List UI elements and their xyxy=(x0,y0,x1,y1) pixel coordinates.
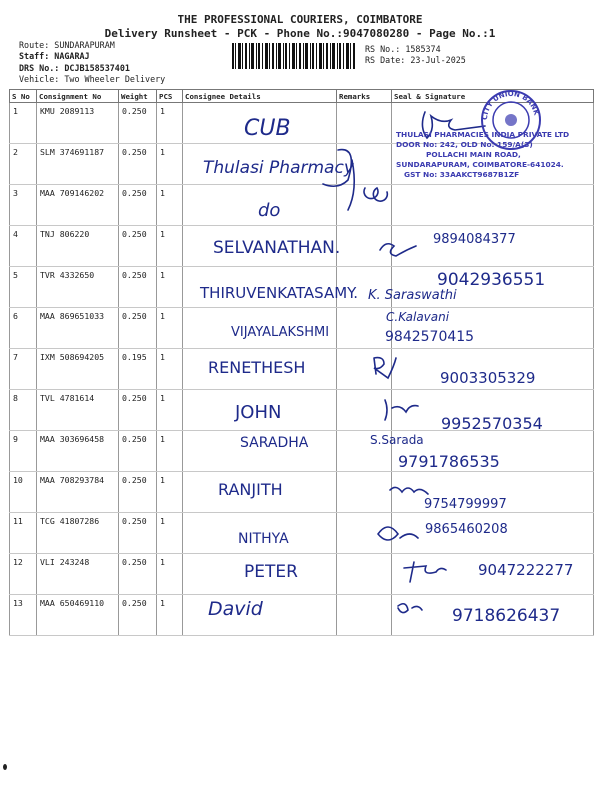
consignee-handwritten-8: JOHN xyxy=(235,402,282,423)
consignee-handwritten-1: CUB xyxy=(244,116,291,141)
row-pcs-text: 1 xyxy=(160,352,165,362)
row-sno xyxy=(10,390,37,431)
signature-phone-10: 9754799997 xyxy=(424,497,507,512)
row-consignment-no xyxy=(37,308,119,349)
row-pcs-text: 1 xyxy=(160,311,165,321)
col-header-sno: S No xyxy=(10,90,37,103)
consignee-handwritten-2: Thulasi Pharmacy xyxy=(203,158,354,178)
signature-phone-5: 9042936551 xyxy=(437,270,546,290)
row-pcs-text: 1 xyxy=(160,434,165,444)
signature-phone-9: 9791786535 xyxy=(398,452,500,471)
row-sno-text: 4 xyxy=(13,229,18,239)
row-weight xyxy=(119,513,157,554)
row-pcs xyxy=(157,349,183,390)
consignee-handwritten-9: SARADHA xyxy=(240,435,309,451)
stamp-line-1: THULASI PHARMACIES INDIA PRIVATE LTD xyxy=(396,130,570,139)
row-weight xyxy=(119,472,157,513)
col-header-pcs: PCS xyxy=(157,90,183,103)
row-sno xyxy=(10,472,37,513)
row-weight-text: 0.250 xyxy=(122,106,147,116)
signature-phone-7: 9003305329 xyxy=(440,369,536,387)
row-consignment-no-text: TCG 41807286 xyxy=(40,516,100,526)
consignee-handwritten-12: PETER xyxy=(244,562,298,582)
row-pcs-text: 1 xyxy=(160,598,165,608)
row-weight xyxy=(119,103,157,144)
row-sno xyxy=(10,554,37,595)
row-consignment-no xyxy=(37,185,119,226)
row-weight-text: 0.250 xyxy=(122,475,147,485)
row-consignment-no-text: MAA 303696458 xyxy=(40,434,105,444)
row-weight xyxy=(119,267,157,308)
row-weight xyxy=(119,390,157,431)
row-weight-text: 0.195 xyxy=(122,352,147,362)
row-pcs xyxy=(157,513,183,554)
row-signature-cell xyxy=(392,185,594,226)
row-consignment-no-text: TVL 4781614 xyxy=(40,393,95,403)
row-sno xyxy=(10,308,37,349)
company-stamp-text xyxy=(396,130,569,180)
row-pcs xyxy=(157,144,183,185)
row-weight-text: 0.250 xyxy=(122,557,147,567)
row-consignment-no xyxy=(37,554,119,595)
rs-date-label: RS Date: 23-Jul-2025 xyxy=(365,55,466,65)
row-consignment-no xyxy=(37,390,119,431)
col-header-consignee: Consignee Details xyxy=(183,90,337,103)
row-weight-text: 0.250 xyxy=(122,270,147,280)
row-consignment-no-text: MAA 650469110 xyxy=(40,598,105,608)
row-consignment-no xyxy=(37,267,119,308)
row-pcs xyxy=(157,267,183,308)
stamp-line-2: DOOR No: 242, OLD No: 159/A(3) xyxy=(396,140,533,149)
table-row xyxy=(10,185,594,226)
row-weight-text: 0.250 xyxy=(122,147,147,157)
row-sno-text: 7 xyxy=(13,352,18,362)
barcode-image xyxy=(232,43,356,69)
row-weight xyxy=(119,349,157,390)
row-consignment-no-text: SLM 374691187 xyxy=(40,147,105,157)
row-sno xyxy=(10,267,37,308)
row-weight-text: 0.250 xyxy=(122,516,147,526)
row-sno-text: 10 xyxy=(13,475,23,485)
row-consignment-no xyxy=(37,431,119,472)
row-pcs-text: 1 xyxy=(160,393,165,403)
row-weight xyxy=(119,595,157,636)
consignee-handwritten-6: VIJAYALAKSHMI xyxy=(231,325,330,340)
row-sno xyxy=(10,431,37,472)
row-weight xyxy=(119,431,157,472)
row-pcs-text: 1 xyxy=(160,475,165,485)
row-weight xyxy=(119,144,157,185)
drs-label: DRS No.: DCJB158537401 xyxy=(19,63,130,73)
row-pcs-text: 1 xyxy=(160,188,165,198)
row-remarks-cell xyxy=(337,226,392,267)
row-sno xyxy=(10,185,37,226)
row-sno-text: 5 xyxy=(13,270,18,280)
row-consignment-no xyxy=(37,226,119,267)
row-weight-text: 0.250 xyxy=(122,188,147,198)
row-sno-text: 2 xyxy=(13,147,18,157)
row-consignment-no xyxy=(37,595,119,636)
stamp-line-4: SUNDARAPURAM, COIMBATORE-641024. xyxy=(396,160,564,169)
consignee-handwritten-7: RENETHESH xyxy=(208,358,306,377)
rs-no-label: RS No.: 1585374 xyxy=(365,44,441,54)
signature-phone-12: 9047222277 xyxy=(478,561,574,579)
row-consignment-no xyxy=(37,513,119,554)
row-remarks-cell xyxy=(337,554,392,595)
row-pcs xyxy=(157,226,183,267)
signature-phone-4: 9894084377 xyxy=(433,232,516,247)
consignee-handwritten-11: NITHYA xyxy=(238,531,289,547)
signature-name-6: C.Kalavani xyxy=(386,310,450,324)
row-pcs xyxy=(157,390,183,431)
row-sno xyxy=(10,513,37,554)
row-remarks-cell xyxy=(337,349,392,390)
row-pcs xyxy=(157,431,183,472)
row-weight xyxy=(119,554,157,595)
staff-label: Staff: NAGARAJ xyxy=(19,51,90,61)
signature-phone-11: 9865460208 xyxy=(425,522,508,537)
row-sno-text: 1 xyxy=(13,106,18,116)
row-remarks-cell xyxy=(337,308,392,349)
row-pcs-text: 1 xyxy=(160,516,165,526)
row-sno-text: 13 xyxy=(13,598,23,608)
row-remarks-cell xyxy=(337,103,392,144)
row-pcs xyxy=(157,595,183,636)
row-sno xyxy=(10,226,37,267)
row-sno-text: 3 xyxy=(13,188,18,198)
row-pcs-text: 1 xyxy=(160,106,165,116)
consignee-handwritten-3: do xyxy=(258,200,281,221)
row-consignment-no-text: MAA 708293784 xyxy=(40,475,105,485)
vehicle-label: Vehicle: Two Wheeler Delivery xyxy=(19,74,166,84)
row-sno-text: 8 xyxy=(13,393,18,403)
row-consignment-no-text: TNJ 806220 xyxy=(40,229,90,239)
consignee-handwritten-4: SELVANATHAN. xyxy=(213,238,341,258)
row-consignment-no xyxy=(37,349,119,390)
row-sno-text: 12 xyxy=(13,557,23,567)
row-sno xyxy=(10,595,37,636)
row-consignment-no xyxy=(37,144,119,185)
row-weight xyxy=(119,308,157,349)
scan-speck xyxy=(3,764,7,770)
row-remarks-cell xyxy=(337,595,392,636)
row-consignment-no-text: IXM 508694205 xyxy=(40,352,105,362)
row-consignment-no-text: KMU 2089113 xyxy=(40,106,95,116)
row-pcs-text: 1 xyxy=(160,270,165,280)
row-remarks-cell xyxy=(337,390,392,431)
row-sno xyxy=(10,144,37,185)
row-weight-text: 0.250 xyxy=(122,434,147,444)
row-sno-text: 11 xyxy=(13,516,23,526)
row-consignment-no-text: MAA 869651033 xyxy=(40,311,105,321)
col-header-signature: Seal & Signature xyxy=(392,90,594,103)
row-pcs xyxy=(157,472,183,513)
stamp-ring-text: CITY UNION BANK xyxy=(480,89,541,121)
row-consignment-no xyxy=(37,472,119,513)
col-header-weight: Weight xyxy=(119,90,157,103)
consignee-handwritten-5: THIRUVENKATASAMY. xyxy=(200,284,359,302)
row-pcs-text: 1 xyxy=(160,557,165,567)
row-consignment-no-text: TVR 4332650 xyxy=(40,270,95,280)
row-weight-text: 0.250 xyxy=(122,311,147,321)
row-consignment-no-text: MAA 709146202 xyxy=(40,188,105,198)
row-pcs-text: 1 xyxy=(160,147,165,157)
stamp-line-5: GST No: 33AAKCT9687B1ZF xyxy=(404,170,520,179)
row-remarks-cell xyxy=(337,513,392,554)
row-sno-text: 6 xyxy=(13,311,18,321)
row-weight-text: 0.250 xyxy=(122,598,147,608)
row-sno xyxy=(10,349,37,390)
row-consignment-no xyxy=(37,103,119,144)
signature-name-9: S.Sarada xyxy=(370,433,424,447)
signature-phone-13: 9718626437 xyxy=(452,606,561,626)
row-sno xyxy=(10,103,37,144)
row-pcs xyxy=(157,103,183,144)
route-label: Route: SUNDARAPURAM xyxy=(19,40,115,50)
company-title: THE PROFESSIONAL COURIERS, COIMBATORE xyxy=(177,13,423,26)
stamp-line-3: POLLACHI MAIN ROAD, xyxy=(426,150,521,159)
row-consignment-no-text: VLI 243248 xyxy=(40,557,90,567)
signature-name-5: K. Saraswathi xyxy=(368,288,457,303)
row-weight xyxy=(119,226,157,267)
col-header-remarks: Remarks xyxy=(337,90,392,103)
consignee-handwritten-13: David xyxy=(208,598,263,620)
row-weight-text: 0.250 xyxy=(122,393,147,403)
row-weight-text: 0.250 xyxy=(122,229,147,239)
row-sno-text: 9 xyxy=(13,434,18,444)
row-pcs xyxy=(157,308,183,349)
row-pcs xyxy=(157,185,183,226)
row-pcs-text: 1 xyxy=(160,229,165,239)
runsheet-subtitle: Delivery Runsheet - PCK - Phone No.:9047080280 - Page No.:1 xyxy=(104,27,496,40)
row-remarks-cell xyxy=(337,472,392,513)
signature-phone-6: 9842570415 xyxy=(385,329,475,345)
signature-phone-8: 9952570354 xyxy=(441,414,543,433)
row-weight xyxy=(119,185,157,226)
row-pcs xyxy=(157,554,183,595)
col-header-consignment: Consignment No xyxy=(37,90,119,103)
row-remarks-cell xyxy=(337,185,392,226)
consignee-handwritten-10: RANJITH xyxy=(218,480,283,499)
